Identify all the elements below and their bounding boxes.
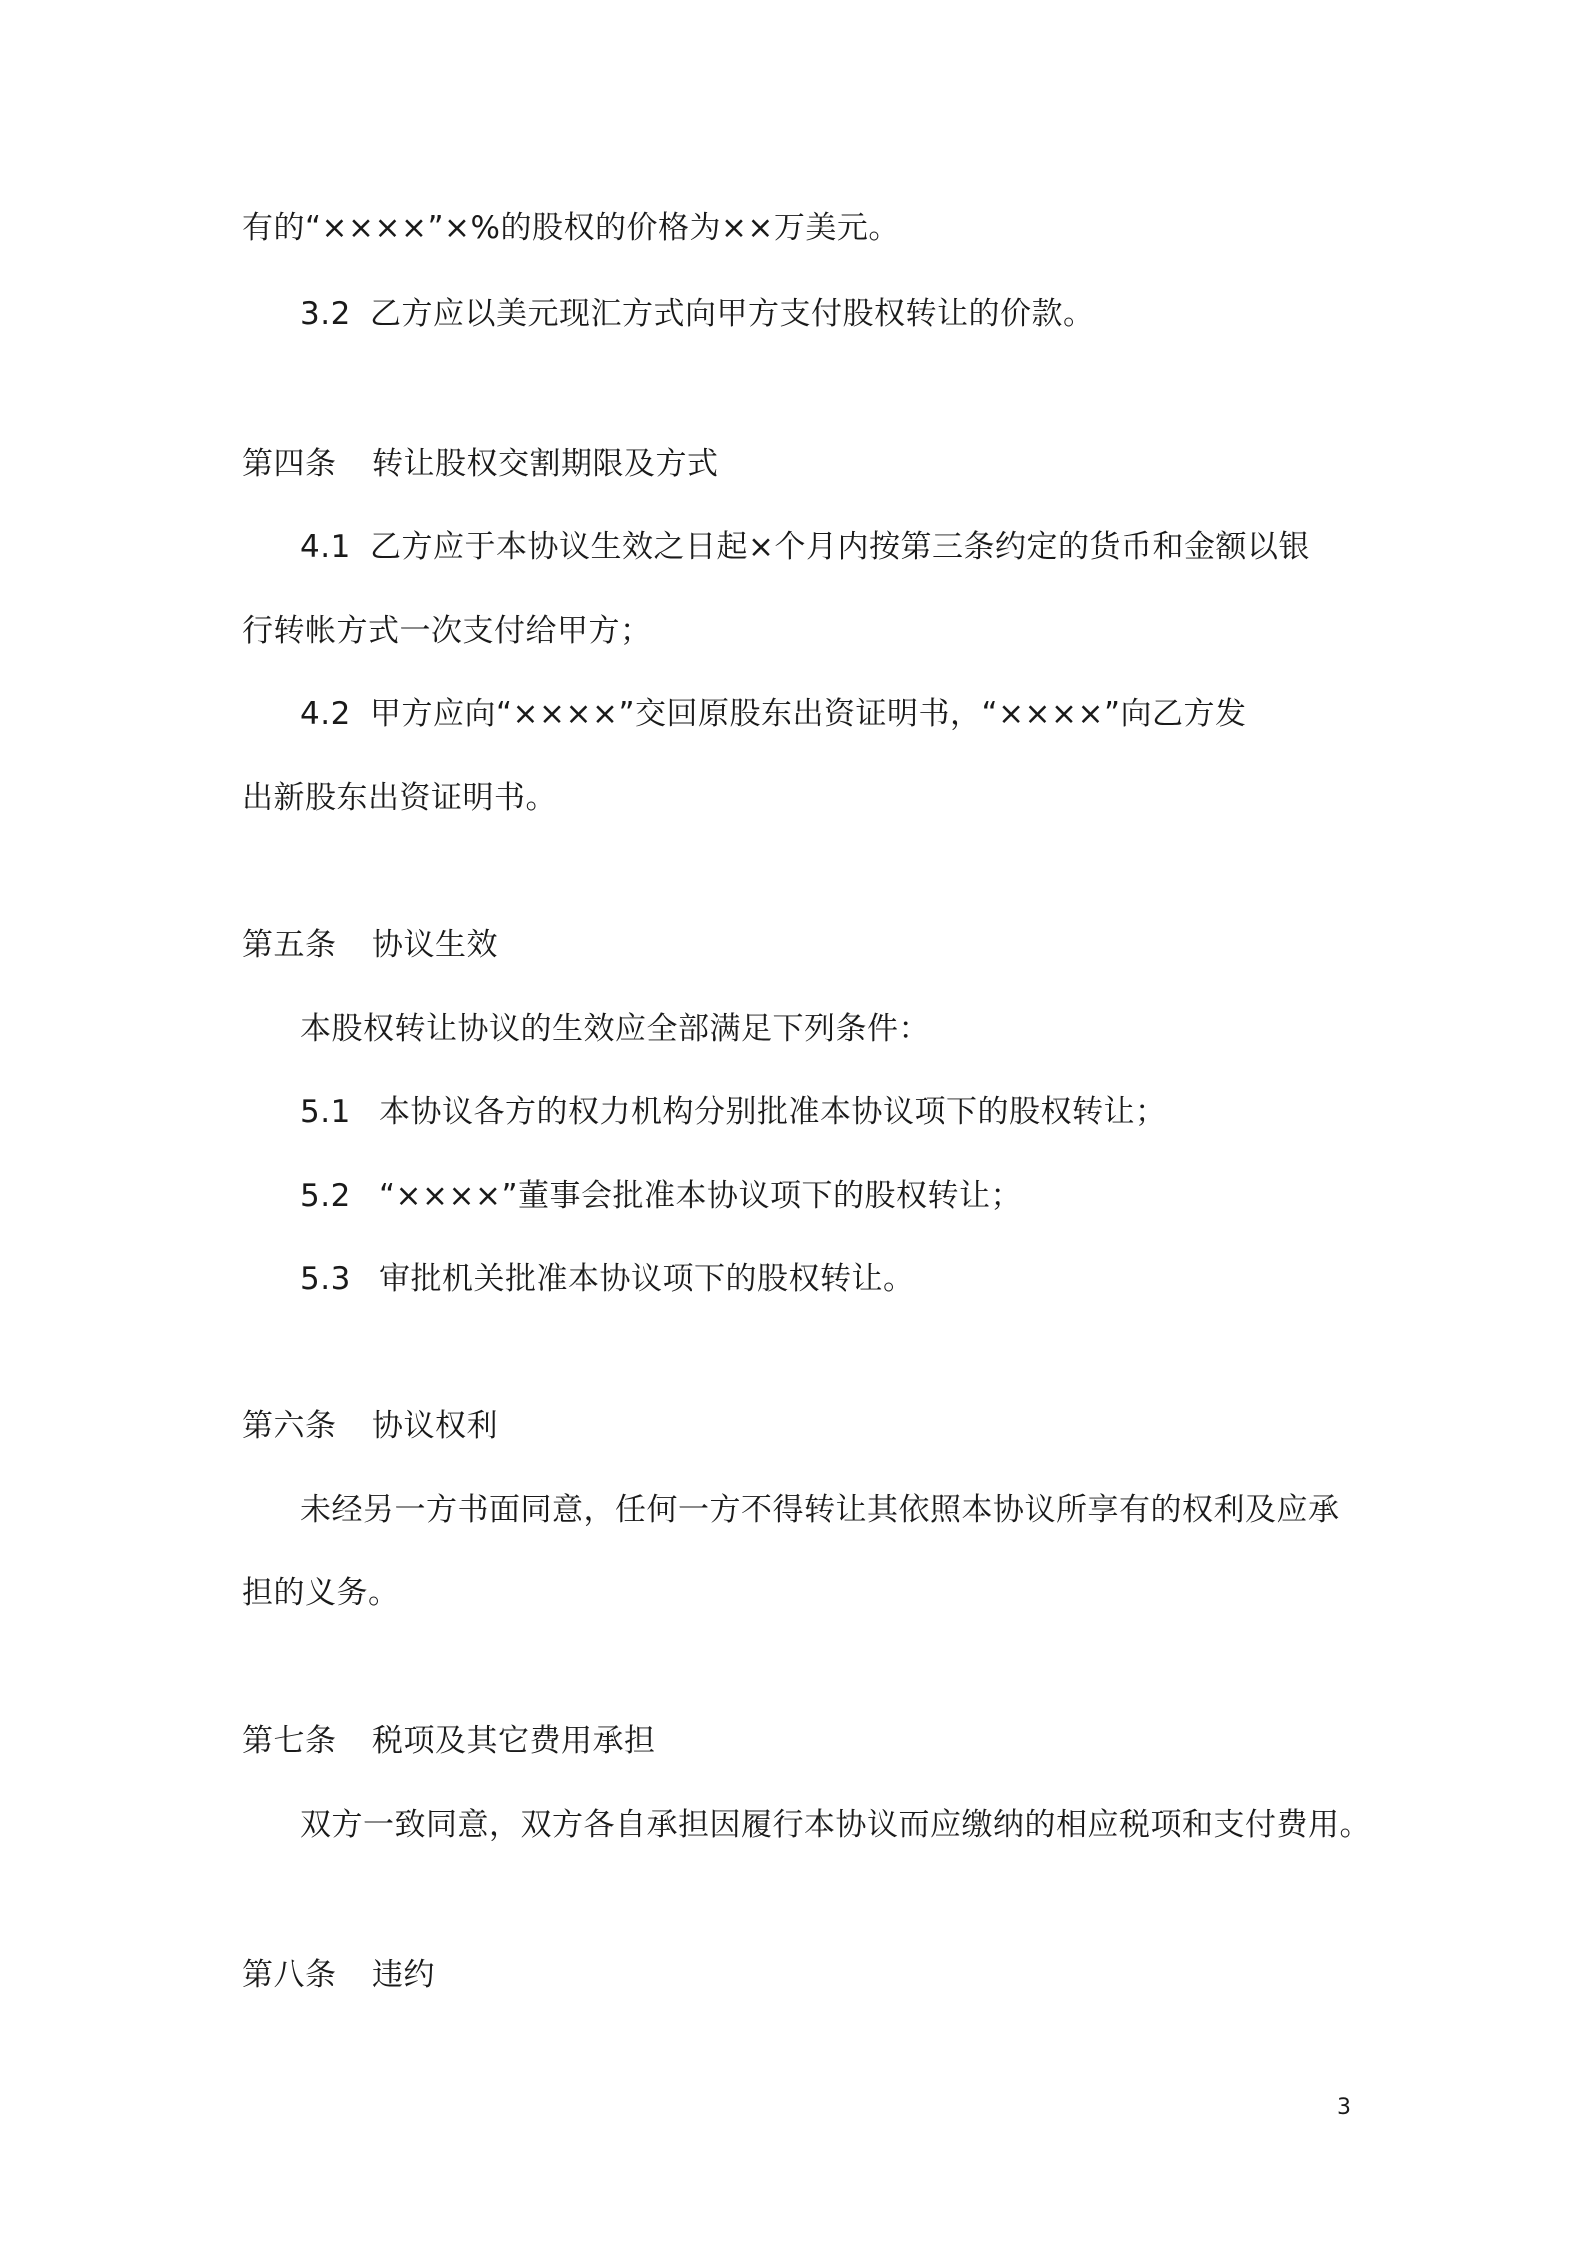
clause-number: 4.2: [300, 696, 351, 732]
clause-5-2: [300, 1176, 1022, 1216]
article-8-heading: [242, 1955, 435, 1995]
article-6-text: 未经另一方书面同意，任何一方不得转让其依照本协议所享有的权利及应承: [300, 1492, 1340, 1528]
clause-3-2: [300, 294, 1095, 334]
clause-4-1: [300, 527, 1310, 567]
article-4-heading: [242, 444, 719, 484]
clause-5-3: [300, 1259, 915, 1299]
clause-number: 4.1: [300, 529, 351, 565]
clause-number: 5.1: [300, 1094, 351, 1130]
clause-5-1: [300, 1092, 1167, 1132]
article-title: 协议权利: [372, 1408, 498, 1444]
clause-number: 5.3: [300, 1261, 351, 1297]
article-number: 第八条: [242, 1957, 337, 1993]
paragraph-line: 有的“××××”×%的股权的价格为××万美元。: [242, 210, 900, 246]
clause-text: 甲方应向“××××”交回原股东出资证明书，“××××”向乙方发: [370, 696, 1247, 732]
article-title: 转让股权交割期限及方式: [372, 446, 719, 482]
clause-text: 审批机关批准本协议项下的股权转让。: [379, 1261, 915, 1297]
clause-text: 乙方应于本协议生效之日起×个月内按第三条约定的货币和金额以银: [370, 529, 1310, 565]
article-number: 第七条: [242, 1723, 337, 1759]
article-title: 违约: [372, 1957, 435, 1993]
clause-number: 5.2: [300, 1178, 351, 1214]
article-number: 第六条: [242, 1408, 337, 1444]
article-title: 协议生效: [372, 927, 498, 963]
clause-text: 乙方应以美元现汇方式向甲方支付股权转让的价款。: [370, 296, 1095, 332]
article-title: 税项及其它费用承担: [372, 1723, 656, 1759]
clause-text: “××××”董事会批准本协议项下的股权转让；: [379, 1178, 1023, 1214]
article-7-heading: [242, 1721, 656, 1761]
clause-4-2: [300, 694, 1247, 734]
article-7-text: 双方一致同意，双方各自承担因履行本协议而应缴纳的相应税项和支付费用。: [300, 1807, 1371, 1843]
article-5-intro: 本股权转让协议的生效应全部满足下列条件：: [300, 1011, 930, 1047]
article-6-heading: [242, 1406, 498, 1446]
clause-4-2-continued: 出新股东出资证明书。: [242, 780, 557, 816]
clause-number: 3.2: [300, 296, 351, 332]
page-number: 3: [1337, 2095, 1351, 2120]
article-number: 第四条: [242, 446, 337, 482]
clause-4-1-continued: 行转帐方式一次支付给甲方；: [242, 613, 652, 649]
clause-text: 本协议各方的权力机构分别批准本协议项下的股权转让；: [379, 1094, 1167, 1130]
article-5-heading: [242, 925, 498, 965]
article-number: 第五条: [242, 927, 337, 963]
article-6-text-continued: 担的义务。: [242, 1575, 400, 1611]
